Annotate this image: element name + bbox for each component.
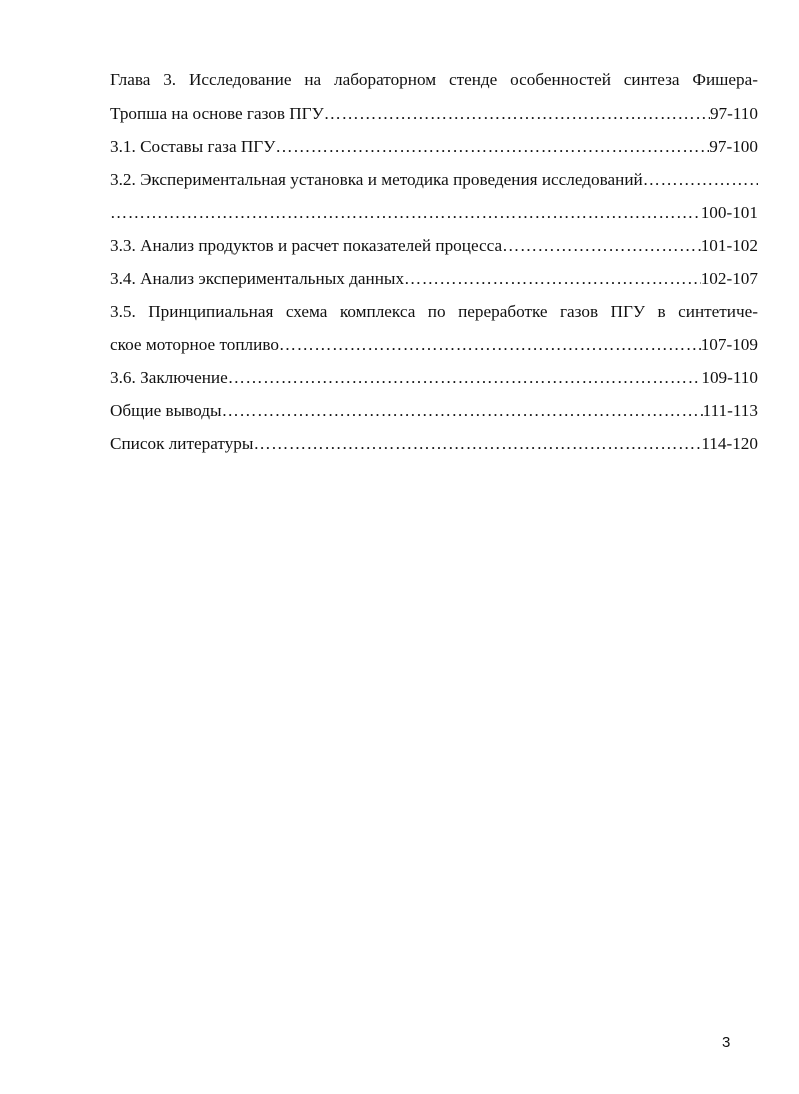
- toc-section-3-4-entry: [110, 265, 758, 293]
- toc-chapter-3-title-line-1: [110, 66, 758, 94]
- toc-section-3-5-title-line-1: [110, 298, 758, 326]
- toc-section-3-2-pages-line: [110, 199, 758, 227]
- toc-section-3-2-pages: 100-101: [700, 203, 758, 222]
- toc-section-3-2-title: 3.2. Экспериментальная установка и методика проведения исследований: [110, 170, 643, 189]
- toc-section-3-5-entry: [110, 331, 758, 359]
- toc-chapter-3-title-part2: Тропша на основе газов ПГУ: [110, 104, 324, 123]
- toc-section-3-1-entry: [110, 133, 758, 161]
- toc-leader-dots: [110, 199, 701, 227]
- toc-section-3-4-title: 3.4. Анализ экспериментальных данных: [110, 269, 405, 288]
- toc-section-3-3-entry: [110, 232, 758, 260]
- toc-leader-dots: [279, 331, 701, 359]
- toc-chapter-3-entry: [110, 100, 758, 128]
- toc-section-3-6-pages: 109-110: [701, 368, 758, 387]
- page-number: 3: [722, 1034, 731, 1051]
- toc-chapter-3-title-part1: Глава 3. Исследование на лабораторном стенде особенностей синтеза Фишера-: [110, 70, 758, 89]
- toc-leader-dots: [643, 166, 758, 194]
- toc-leader-dots: [275, 133, 709, 161]
- toc-references-title: Список литературы: [110, 434, 254, 453]
- toc-section-3-3-title: 3.3. Анализ продуктов и расчет показателей процесса: [110, 236, 503, 255]
- toc-section-3-1-pages: 97-100: [709, 137, 758, 156]
- toc-leader-dots: [324, 100, 710, 128]
- toc-chapter-3-pages: 97-110: [709, 104, 758, 123]
- toc-section-3-5-pages: 107-109: [700, 335, 758, 354]
- toc-section-3-1-title: 3.1. Составы газа ПГУ: [110, 137, 276, 156]
- toc-leader-dots: [253, 430, 701, 458]
- toc-leader-dots: [222, 397, 703, 425]
- toc-section-3-2-title-line: [110, 166, 758, 194]
- toc-conclusions-pages: 111-113: [702, 401, 758, 420]
- toc-section-3-4-pages: 102-107: [700, 269, 758, 288]
- toc-references-pages: 114-120: [701, 434, 758, 453]
- toc-leader-dots: [502, 232, 701, 260]
- toc-section-3-6-title: 3.6. Заключение: [110, 368, 228, 387]
- toc-leader-dots: [228, 364, 702, 392]
- toc-leader-dots: [404, 265, 701, 293]
- toc-section-3-6-entry: [110, 364, 758, 392]
- toc-conclusions-title: Общие выводы: [110, 401, 222, 420]
- toc-section-3-5-title-part2: ское моторное топливо: [110, 335, 279, 354]
- toc-conclusions-entry: [110, 397, 758, 425]
- toc-section-3-3-pages: 101-102: [700, 236, 758, 255]
- toc-section-3-5-title-part1: 3.5. Принципиальная схема комплекса по переработке газов ПГУ в синтетиче-: [110, 302, 758, 321]
- toc-references-entry: [110, 430, 758, 458]
